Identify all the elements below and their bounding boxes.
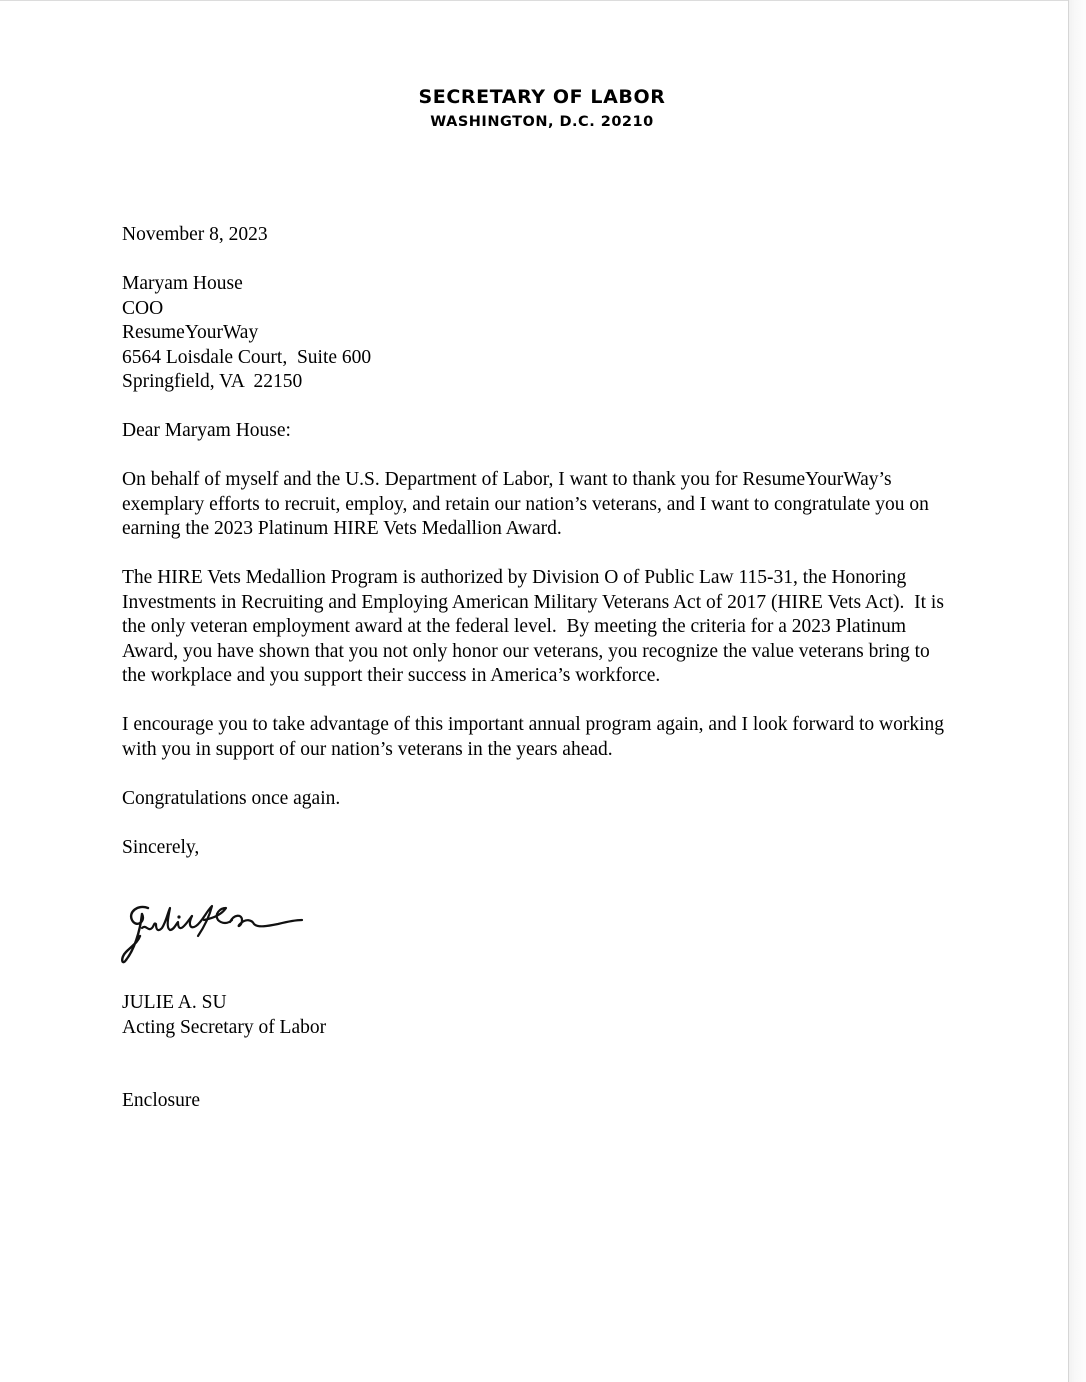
page-top-edge [0, 0, 1068, 1]
recipient-title: COO [122, 297, 164, 319]
recipient-address [122, 272, 957, 395]
paragraph-encourage: I encourage you to take advantage of this important annual program again, and I look forward to working with you in support of our nation’s veterans in the years ahead. [122, 714, 944, 760]
signature-image [118, 898, 308, 970]
letter-date: November 8, 2023 [122, 224, 268, 245]
letterhead-title: SECRETARY OF LABOR [418, 86, 666, 108]
enclosure-note: Enclosure [122, 1090, 200, 1111]
signer-block [122, 991, 326, 1040]
signer-title: Acting Secretary of Labor [122, 1016, 327, 1038]
letterhead-city: WASHINGTON, D.C. 20210 [430, 114, 654, 130]
closing: Sincerely, [122, 836, 200, 858]
signer-name: JULIE A. SU [122, 992, 227, 1013]
page-right-edge [1068, 0, 1086, 1382]
recipient-street: 6564 Loisdale Court, Suite 600 [122, 346, 372, 368]
letterhead [0, 86, 1084, 133]
recipient-company: ResumeYourWay [122, 322, 259, 343]
recipient-name: Maryam House [122, 273, 243, 294]
paragraph-congratulations: Congratulations once again. [122, 787, 341, 809]
paragraph-program: The HIRE Vets Medallion Program is authorized by Division O of Public Law 115-31, the Honoring Investments in Recruiting and Employing American Military Veterans Act of 2017 (HIRE Vets Act). It is the only veteran employment award at the federal level. By meeting the criteria for a 2023 Platinum Award, you have shown that you not only honor our veterans, you recognize the value veterans bring to the workplace and you support their success in America’s workforce. [122, 567, 949, 686]
letter-body [122, 223, 957, 885]
salutation: Dear Maryam House: [122, 420, 291, 441]
paragraph-thanks: On behalf of myself and the U.S. Department of Labor, I want to thank you for ResumeYourWay’s exemplary efforts to recruit, employ, and retain our nation’s veterans, and I want to congratulate you on earning the 2023 Platinum HIRE Vets Medallion Award. [122, 469, 929, 539]
recipient-city: Springfield, VA 22150 [122, 371, 303, 392]
